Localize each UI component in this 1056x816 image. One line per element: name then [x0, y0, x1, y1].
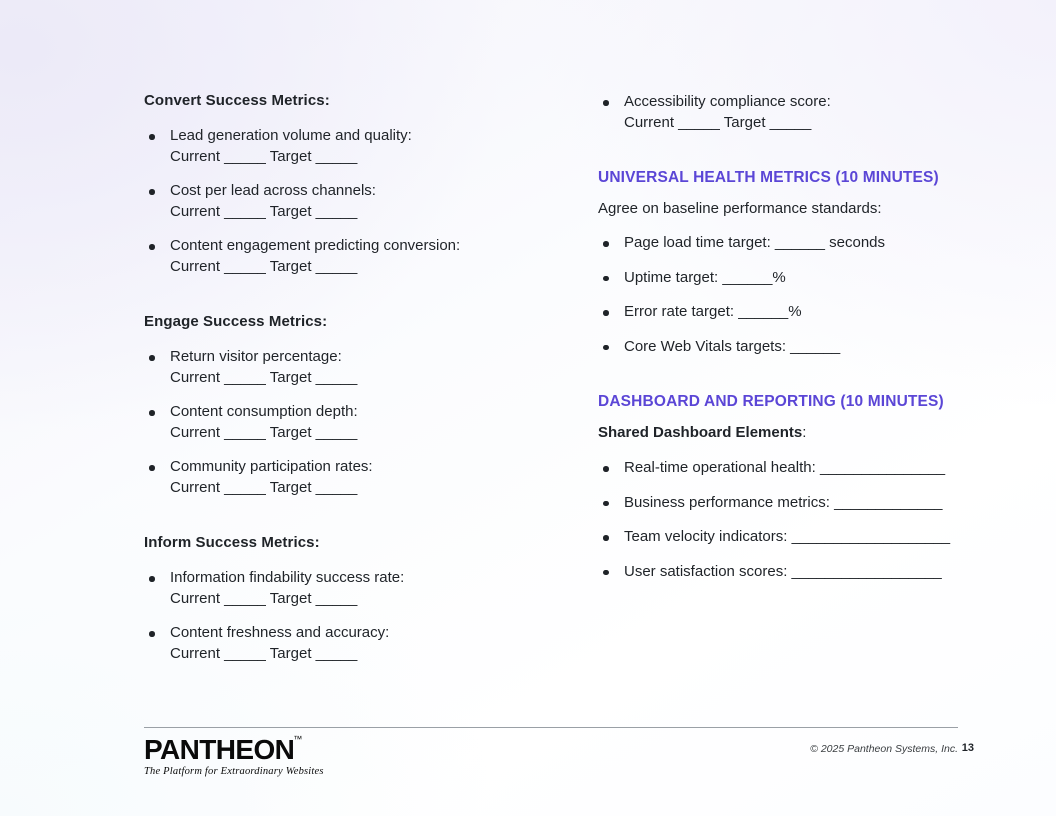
section-spacer — [598, 357, 998, 393]
bullet-text: Real-time operational health: _______________ — [624, 459, 946, 476]
bullet-dot-icon — [603, 100, 609, 106]
bullet-fill-line[interactable]: Current _____ Target _____ — [170, 644, 358, 662]
section-inform-success-metrics — [144, 534, 564, 664]
list-item — [598, 92, 998, 133]
list-item[interactable] — [598, 337, 998, 358]
bullet-fill-line[interactable]: Current _____ Target _____ — [624, 113, 812, 131]
bullet-fill-line[interactable]: Current _____ Target _____ — [170, 257, 358, 275]
bullet-label: Content freshness and accuracy: — [170, 624, 390, 641]
section-universal-health-metrics — [598, 169, 998, 357]
bullet-fill-line[interactable]: Current _____ Target _____ — [170, 589, 358, 607]
bullet-text: Business performance metrics: _____________ — [624, 493, 943, 511]
bullet-text: Core Web Vitals targets: ______ — [624, 337, 841, 355]
bullet-list-dashboard — [598, 458, 998, 582]
bullet-dot-icon — [603, 570, 609, 576]
list-item — [144, 181, 564, 222]
list-item[interactable] — [598, 458, 998, 479]
section-heading-universal-health: UNIVERSAL HEALTH METRICS (10 MINUTES) — [598, 169, 939, 186]
list-item — [144, 236, 564, 277]
list-item[interactable] — [598, 233, 998, 254]
section-spacer — [598, 133, 998, 169]
bullet-text: Page load time target: ______ seconds — [624, 234, 886, 251]
bullet-label: Return visitor percentage: — [170, 348, 342, 365]
list-item[interactable] — [598, 493, 998, 514]
bullet-dot-icon — [149, 410, 155, 416]
bullet-list-convert — [144, 126, 564, 277]
bullet-list-inform — [144, 568, 564, 664]
list-item[interactable] — [598, 527, 998, 548]
section-heading-dashboard-reporting: DASHBOARD AND REPORTING (10 MINUTES) — [598, 393, 944, 410]
page-number: 13 — [961, 742, 974, 754]
logo-tagline: The Platform for Extraordinary Websites — [144, 766, 324, 777]
section-spacer — [144, 277, 564, 313]
list-item — [144, 347, 564, 388]
section-heading-engage: Engage Success Metrics: — [144, 313, 328, 330]
section-dashboard-and-reporting — [598, 393, 998, 582]
footer-divider — [144, 727, 958, 728]
section-heading-convert: Convert Success Metrics: — [144, 92, 330, 109]
trademark-icon: ™ — [293, 734, 303, 744]
bullet-dot-icon — [603, 466, 609, 472]
bullet-text: Uptime target: ______% — [624, 268, 786, 286]
list-item — [144, 126, 564, 167]
bullet-dot-icon — [603, 501, 609, 507]
list-item — [144, 568, 564, 609]
bullet-dot-icon — [603, 345, 609, 351]
list-item — [144, 402, 564, 443]
bullet-label: Content consumption depth: — [170, 403, 358, 420]
right-column — [598, 92, 998, 582]
bullet-fill-line[interactable]: Current _____ Target _____ — [170, 202, 358, 220]
list-item — [144, 457, 564, 498]
bullet-dot-icon — [149, 189, 155, 195]
bullet-text: Error rate target: ______% — [624, 303, 802, 320]
section-convert-success-metrics — [144, 92, 564, 277]
bullet-dot-icon — [149, 576, 155, 582]
bullet-label: Information findability success rate: — [170, 569, 405, 586]
bullet-fill-line[interactable]: Current _____ Target _____ — [170, 478, 358, 496]
bullet-dot-icon — [603, 535, 609, 541]
bullet-label: Lead generation volume and quality: — [170, 127, 412, 144]
bullet-dot-icon — [603, 241, 609, 247]
bullet-fill-line[interactable]: Current _____ Target _____ — [170, 423, 358, 441]
section-lead-text: Agree on baseline performance standards: — [598, 200, 882, 217]
section-spacer — [144, 498, 564, 534]
bullet-fill-line[interactable]: Current _____ Target _____ — [170, 368, 358, 386]
subheading-shared-dashboard-elements — [598, 424, 998, 441]
bullet-dot-icon — [149, 631, 155, 637]
pantheon-logo — [144, 736, 324, 777]
section-engage-success-metrics — [144, 313, 564, 498]
bullet-label: Cost per lead across channels: — [170, 182, 376, 199]
bullet-list-continued — [598, 92, 998, 133]
bullet-dot-icon — [603, 310, 609, 316]
bullet-label: Accessibility compliance score: — [624, 93, 831, 110]
bullet-list-universal-health — [598, 233, 998, 357]
bullet-dot-icon — [603, 276, 609, 282]
bullet-text: Team velocity indicators: ___________________ — [624, 528, 951, 545]
bullet-label: Content engagement predicting conversion: — [170, 237, 461, 254]
bullet-dot-icon — [149, 244, 155, 250]
bullet-text: User satisfaction scores: __________________ — [624, 562, 942, 580]
section-heading-inform: Inform Success Metrics: — [144, 534, 320, 551]
logo-wordmark-text: PANTHEON — [144, 734, 295, 765]
list-item[interactable] — [598, 302, 998, 323]
left-column — [144, 92, 564, 664]
list-item[interactable] — [598, 268, 998, 289]
subheading-text: Shared Dashboard Elements — [598, 424, 803, 441]
subheading-colon: : — [802, 424, 807, 441]
bullet-dot-icon — [149, 134, 155, 140]
list-item — [144, 623, 564, 664]
list-item[interactable] — [598, 562, 998, 583]
copyright-text: © 2025 Pantheon Systems, Inc. — [810, 743, 958, 755]
logo-wordmark — [144, 734, 303, 765]
bullet-list-engage — [144, 347, 564, 498]
bullet-dot-icon — [149, 355, 155, 361]
bullet-fill-line[interactable]: Current _____ Target _____ — [170, 147, 358, 165]
bullet-dot-icon — [149, 465, 155, 471]
bullet-label: Community participation rates: — [170, 458, 373, 475]
